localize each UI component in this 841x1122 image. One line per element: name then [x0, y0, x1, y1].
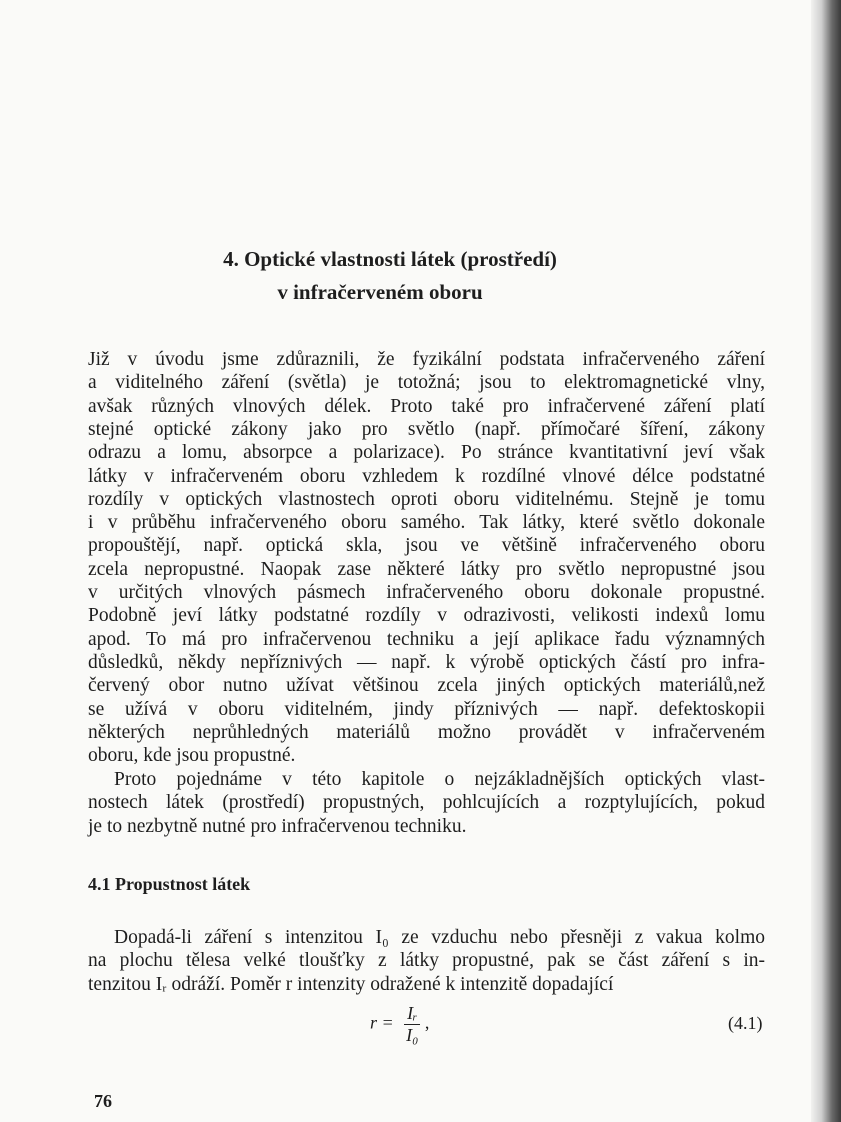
text-line: zcela nepropustné. Naopak zase některé látky pro světlo nepropustné jsou: [88, 558, 765, 580]
text-line: je to nezbytně nutné pro infračervenou techniku.: [88, 815, 467, 837]
equation-number: (4.1): [728, 1013, 763, 1033]
page-number: 76: [94, 1091, 112, 1111]
equation-lhs: r =: [370, 1012, 394, 1033]
text-line: propouštějí, např. optická skla, jsou ve většině infračerveného oboru: [88, 535, 765, 557]
binding-shadow: [811, 0, 841, 1122]
text-line: Již v úvodu jsme zdůraznili, že fyzikální podstata infračerveného záření: [88, 349, 765, 370]
text-line: červený obor nutno užívat většinou zcela jiných optických materiálů,než: [88, 675, 765, 697]
equation: [370, 1003, 429, 1046]
text-line: v určitých vlnových pásmech infračerveného oboru dokonale propustné.: [88, 582, 765, 603]
text-line: stejné optické zákony jako pro světlo (např. přímočaré šíření, zákony: [88, 418, 765, 440]
section-heading: 4.1 Propustnost látek: [88, 874, 251, 894]
text-line: Podobně jeví látky podstatné rozdíly v odrazivosti, velikosti indexů lomu: [88, 605, 765, 627]
text-line: na plochu tělesa velké tloušťky z látky propustné, pak se část záření s in-: [88, 950, 765, 972]
text-line: Proto pojednáme v této kapitole o nejzákladnějších optických vlast-: [114, 769, 765, 790]
chapter-title-line2: v infračerveném oboru: [277, 280, 483, 304]
text-line: tenzitou Iᵣ odráží. Poměr r intenzity odražené k intenzitě dopadající: [88, 973, 614, 995]
text-line: a viditelného záření (světla) je totožná; jsou to elektromagnetické vlny,: [88, 372, 765, 394]
text-line: rozdíly v optických vlastnostech oproti oboru viditelnému. Stejně je tomu: [88, 488, 765, 510]
text-line: i v průběhu infračerveného oboru samého. Tak látky, které světlo dokonale: [88, 512, 765, 534]
text-line: Dopadá-li záření s intenzitou I₀ ze vzduchu nebo přesněji z vakua kolmo: [114, 927, 765, 948]
text-line: apod. To má pro infračervenou techniku a její aplikace řadu významných: [88, 628, 765, 650]
equation-denominator: I₀: [406, 1025, 419, 1045]
text-line: odrazu a lomu, absorpce a polarizace). Po stránce kvantitativní jeví však: [88, 442, 765, 464]
text-line: důsledků, někdy nepříznivých — např. k výrobě optických částí pro infra-: [88, 651, 765, 673]
text-line: některých neprůhledných materiálů možno provádět v infračerveném: [88, 721, 765, 743]
equation-numerator: Iᵣ: [404, 1003, 420, 1025]
text-line: avšak různých vlnových délek. Proto také pro infračervené záření platí: [88, 395, 765, 417]
text-line: se užívá v oboru viditelném, jindy příznivých — např. defektoskopii: [88, 698, 765, 720]
text-line: nostech látek (prostředí) propustných, pohlcujících a rozptylujících, pokud: [88, 792, 765, 814]
equation-fraction: [404, 1003, 420, 1046]
equation-comma: ,: [424, 1012, 430, 1033]
text-line: látky v infračerveném oboru vzhledem k rozdílné vlnové délce podstatné: [88, 465, 765, 487]
chapter-title-line1: 4. Optické vlastnosti látek (prostředí): [223, 247, 557, 271]
text-line: oboru, kde jsou propustné.: [88, 745, 296, 767]
